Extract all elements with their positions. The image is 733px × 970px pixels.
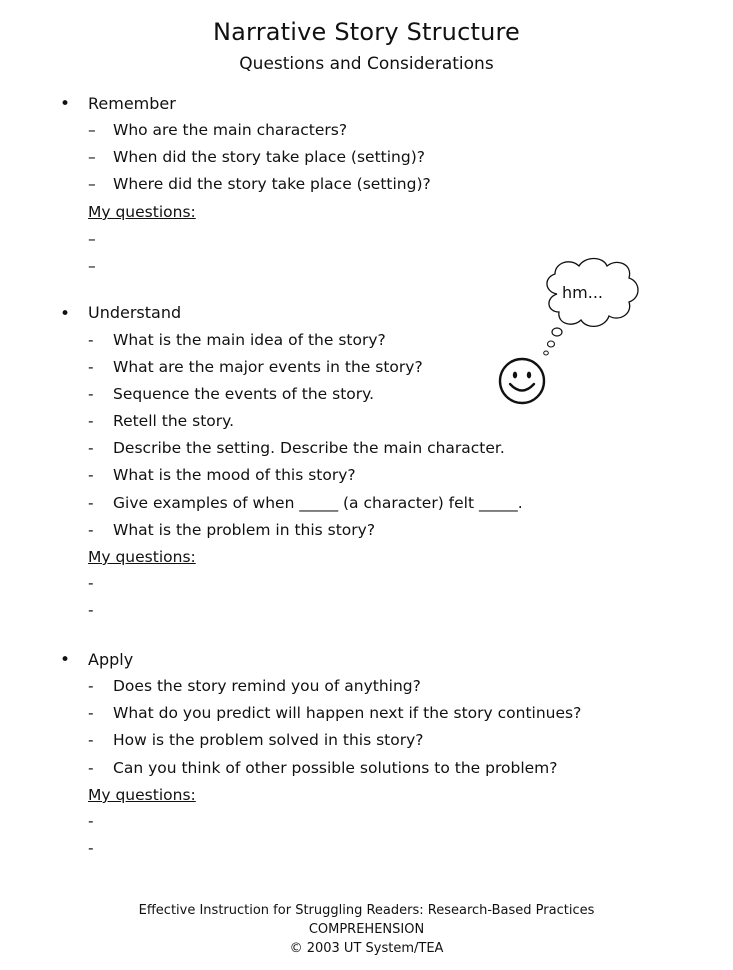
question-text: Give examples of when _____ (a character) felt _____. <box>113 494 523 512</box>
dash-marker: - <box>88 494 94 512</box>
dash-marker: - <box>88 759 94 777</box>
page-title: Narrative Story Structure <box>212 18 521 46</box>
section-heading: Remember <box>88 94 176 113</box>
question-text: When did the story take place (setting)? <box>113 148 425 166</box>
dash-marker: - <box>88 358 94 376</box>
section-heading: Apply <box>88 650 134 669</box>
dash-marker: - <box>88 704 94 722</box>
question-text: What are the major events in the story? <box>113 358 423 376</box>
footer-line-1: Effective Instruction for Struggling Readers: Research-Based Practices <box>138 903 595 918</box>
dash-marker: - <box>88 466 94 484</box>
question-text: Can you think of other possible solutions to the problem? <box>113 759 558 777</box>
question-text: What is the mood of this story? <box>113 466 356 484</box>
dash-marker: - <box>88 521 94 539</box>
page-subtitle: Questions and Considerations <box>239 54 494 74</box>
dash-marker: - <box>88 731 94 749</box>
bullet-marker: • <box>60 304 71 324</box>
smiley-face-icon <box>496 355 548 407</box>
dash-marker: - <box>88 331 94 349</box>
question-text: Where did the story take place (setting)? <box>113 175 431 193</box>
dash-marker: – <box>88 175 96 193</box>
question-text: Retell the story. <box>113 412 235 430</box>
question-text: What do you predict will happen next if the story continues? <box>113 704 582 722</box>
blank-line: - <box>88 601 94 619</box>
question-text: What is the main idea of the story? <box>113 331 386 349</box>
dash-marker: – <box>88 148 96 166</box>
section-heading: Understand <box>88 303 182 322</box>
footer-line-3: © 2003 UT System/TEA <box>289 941 444 956</box>
question-text: Who are the main characters? <box>113 121 348 139</box>
question-text: Describe the setting. Describe the main character. <box>113 439 505 457</box>
question-text: How is the problem solved in this story? <box>113 731 424 749</box>
blank-line: – <box>88 257 96 275</box>
my-questions-label: My questions: <box>88 548 196 566</box>
dash-marker: – <box>88 121 96 139</box>
my-questions-label: My questions: <box>88 786 196 804</box>
dash-marker: - <box>88 439 94 457</box>
question-text: What is the problem in this story? <box>113 521 376 539</box>
thought-bubble-icon <box>535 252 645 362</box>
blank-line: - <box>88 812 94 830</box>
question-text: Sequence the events of the story. <box>113 385 375 403</box>
dash-marker: - <box>88 385 94 403</box>
dash-marker: - <box>88 677 94 695</box>
my-questions-label: My questions: <box>88 203 196 221</box>
blank-line: – <box>88 230 96 248</box>
blank-line: - <box>88 839 94 857</box>
footer-line-2: COMPREHENSION <box>308 922 425 937</box>
bullet-marker: • <box>60 94 71 114</box>
thought-bubble-text: hm... <box>562 283 603 302</box>
footer <box>0 901 733 958</box>
blank-line: - <box>88 574 94 592</box>
dash-marker: - <box>88 412 94 430</box>
bullet-marker: • <box>60 650 71 670</box>
question-text: Does the story remind you of anything? <box>113 677 421 695</box>
